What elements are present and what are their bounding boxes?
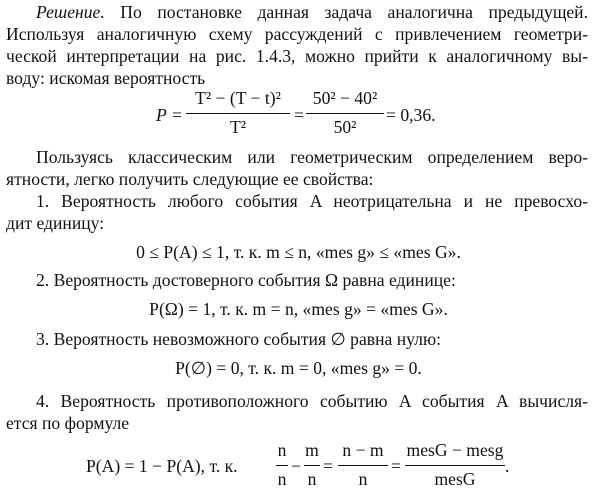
paragraph-line: ятности, легко получить следующие ее свойства: (6, 169, 374, 189)
fraction (306, 88, 384, 136)
solution-label: Решение. (36, 2, 105, 22)
paragraph-line: 3. Вероятность невозможного события ∅ равна нулю: (36, 329, 441, 349)
paragraph-line: дит единицу: (6, 213, 105, 233)
fraction (304, 440, 320, 488)
numerator: n (277, 440, 287, 460)
formula-line: P(∅) = 0, т. к. m = 0, «mes g» = 0. (175, 358, 422, 378)
fraction-bar (186, 113, 290, 114)
text-span: Пользуясь классическим или геометрическим определением веро- (36, 147, 588, 167)
equals-sign: = (391, 456, 401, 476)
formula-line: 0 ≤ P(A) ≤ 1, т. к. m ≤ n, «mes g» ≤ «mes G». (136, 242, 461, 262)
formula-result: = 0,36. (386, 105, 436, 125)
fraction (338, 440, 388, 488)
minus-sign: − (291, 456, 301, 476)
denominator: mesG (434, 469, 476, 489)
paragraph-line: ческой интерпретации на рис. 1.4.3, можно прийти к аналогичному вы- (6, 46, 588, 66)
paragraph-line (6, 4, 588, 22)
period: . (505, 456, 510, 476)
numerator: mesG − mesg (406, 440, 504, 460)
paragraph-line (6, 193, 588, 211)
fraction (276, 440, 288, 488)
fraction-bar (338, 465, 388, 466)
numerator: 50² − 40² (312, 88, 378, 108)
paragraph-line (6, 149, 588, 167)
text-span: По постановке данная задача аналогична предыдущей. (120, 2, 588, 22)
numerator: T² − (T − t)² (195, 88, 281, 108)
paragraph-line: Используя аналогичную схему рассуждений с привлечением геометри- (6, 24, 588, 44)
paragraph-line: воду: искомая вероятность (6, 68, 206, 88)
denominator: n (358, 469, 368, 489)
formula-lhs: P(A) = 1 − P(A), т. к. (86, 456, 238, 476)
fraction-bar (276, 465, 288, 466)
text-span: 1. Вероятность любого события A неотрицательна и не превосхо- (36, 191, 588, 211)
fraction (186, 88, 290, 136)
numerator: m (305, 440, 319, 460)
formula-lhs: P = (156, 105, 183, 125)
fraction-bar (306, 113, 384, 114)
fraction-bar (304, 465, 320, 466)
formula-line: P(Ω) = 1, т. к. m = n, «mes g» = «mes G». (149, 299, 448, 319)
denominator: n (277, 469, 287, 489)
fraction (405, 440, 505, 488)
equals-sign: = (294, 105, 304, 125)
denominator: 50² (333, 117, 357, 137)
paragraph-line (6, 393, 588, 411)
denominator: n (307, 469, 317, 489)
text-span: 4. Вероятность противоположного событию A события A вычисля- (36, 391, 588, 411)
equals-sign: = (323, 456, 333, 476)
fraction-bar (405, 465, 505, 466)
paragraph-line: 2. Вероятность достоверного события Ω равна единице: (36, 270, 456, 290)
denominator: T² (229, 117, 247, 137)
numerator: n − m (342, 440, 384, 460)
paragraph-line: ется по формуле (6, 413, 130, 433)
